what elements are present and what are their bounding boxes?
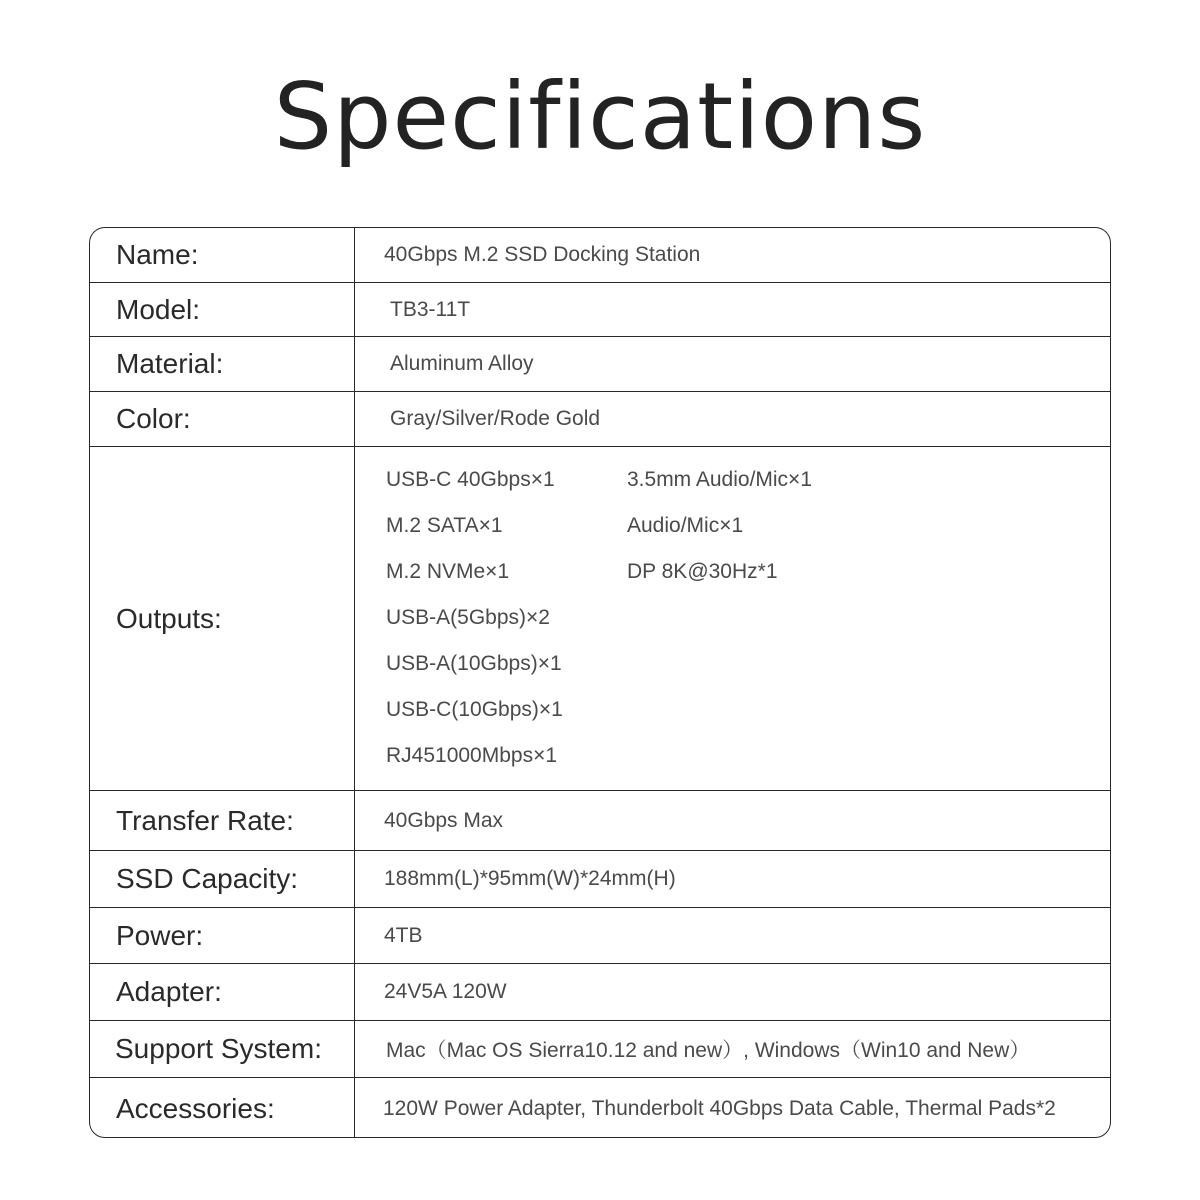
output-item: 3.5mm Audio/Mic×1 bbox=[627, 468, 813, 491]
spec-table bbox=[89, 227, 1111, 1138]
spec-row-adapter bbox=[90, 964, 1110, 1021]
output-item: DP 8K@30Hz*1 bbox=[627, 560, 778, 583]
spec-value-adapter: 24V5A 120W bbox=[384, 980, 507, 1003]
spec-label-model: Model: bbox=[90, 283, 355, 336]
output-item: Audio/Mic×1 bbox=[627, 514, 744, 537]
spec-label-material: Material: bbox=[90, 337, 355, 391]
spec-row-outputs bbox=[90, 447, 1110, 791]
spec-label-accessories: Accessories: bbox=[90, 1078, 355, 1138]
spec-row-material bbox=[90, 337, 1110, 392]
page-title: Specifications bbox=[273, 63, 927, 170]
spec-value-transfer-rate: 40Gbps Max bbox=[384, 808, 504, 832]
output-item: M.2 NVMe×1 bbox=[386, 560, 510, 583]
spec-value-ssd-capacity: 188mm(L)*95mm(W)*24mm(H) bbox=[384, 867, 676, 890]
output-item: M.2 SATA×1 bbox=[386, 514, 503, 537]
output-item: USB-A(5Gbps)×2 bbox=[386, 606, 550, 629]
spec-label-transfer-rate: Transfer Rate: bbox=[90, 791, 355, 850]
spec-value-power: 4TB bbox=[384, 923, 423, 947]
spec-row-color bbox=[90, 392, 1110, 447]
spec-row-ssd-capacity bbox=[90, 851, 1110, 908]
spec-label-name: Name: bbox=[90, 228, 355, 282]
output-item: USB-A(10Gbps)×1 bbox=[386, 652, 562, 675]
spec-row-name bbox=[90, 228, 1110, 283]
spec-row-accessories bbox=[90, 1078, 1110, 1138]
output-item: USB-C(10Gbps)×1 bbox=[386, 698, 563, 721]
spec-label-power: Power: bbox=[90, 908, 355, 963]
output-item: USB-C 40Gbps×1 bbox=[386, 468, 555, 491]
spec-label-ssd-capacity: SSD Capacity: bbox=[90, 851, 355, 907]
spec-value-support-system: Mac（Mac OS Sierra10.12 and new）, Windows（Win10 and New） bbox=[386, 1039, 1031, 1062]
spec-value-accessories: 120W Power Adapter, Thunderbolt 40Gbps Data Cable, Thermal Pads*2 bbox=[383, 1096, 1056, 1120]
spec-label-support-system: Support System: bbox=[90, 1021, 355, 1077]
spec-row-support-system bbox=[90, 1021, 1110, 1078]
outputs-column-1 bbox=[386, 465, 563, 787]
spec-row-transfer-rate bbox=[90, 791, 1110, 851]
outputs-column-2 bbox=[627, 465, 812, 603]
spec-row-model bbox=[90, 283, 1110, 337]
spec-value-model: TB3-11T bbox=[390, 297, 471, 321]
spec-value-material: Aluminum Alloy bbox=[390, 352, 534, 375]
spec-value-name: 40Gbps M.2 SSD Docking Station bbox=[384, 243, 701, 266]
spec-value-color: Gray/Silver/Rode Gold bbox=[390, 407, 601, 430]
spec-label-color: Color: bbox=[90, 392, 355, 446]
spec-row-power bbox=[90, 908, 1110, 964]
spec-label-adapter: Adapter: bbox=[90, 964, 355, 1020]
output-item: RJ451000Mbps×1 bbox=[386, 744, 558, 767]
spec-label-outputs: Outputs: bbox=[90, 447, 355, 790]
